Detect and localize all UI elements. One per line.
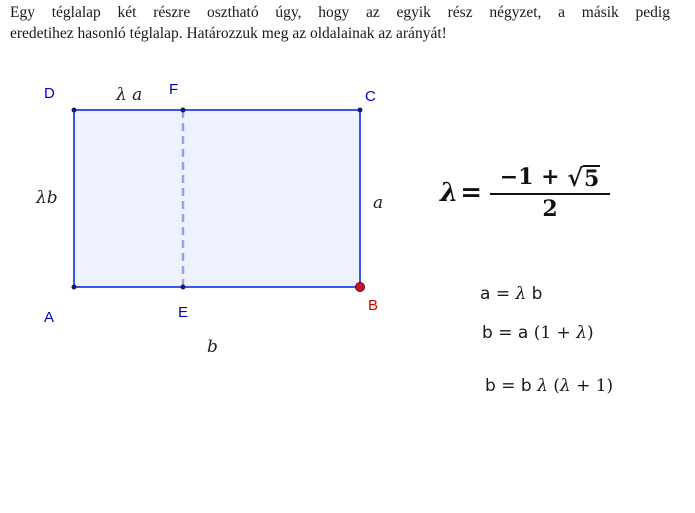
- label-point-f: F: [169, 81, 179, 98]
- eq2-paren-close: ): [586, 323, 594, 343]
- eq2-lambda: λ: [576, 323, 587, 343]
- eq1-b: b: [526, 284, 543, 304]
- point-d-dot[interactable]: [72, 108, 77, 113]
- eq2-paren-open: (1 +: [533, 323, 577, 343]
- equation-3[interactable]: [485, 377, 613, 395]
- numerator-prefix: −1 +: [499, 164, 568, 190]
- eq3-lambda-1: λ: [537, 376, 548, 396]
- eq2-op: =: [492, 323, 518, 343]
- point-a-dot[interactable]: [72, 285, 77, 290]
- eq3-b: b: [520, 376, 538, 396]
- label-left-side: [36, 190, 58, 207]
- eq3-plus-one: + 1): [570, 376, 614, 396]
- equation-1[interactable]: [480, 285, 542, 303]
- point-e-dot[interactable]: [181, 285, 186, 290]
- equation-2[interactable]: [482, 324, 594, 342]
- square-root: [567, 165, 600, 191]
- label-right-side-text: a: [373, 193, 384, 213]
- label-bottom-side: [207, 339, 218, 356]
- rectangle-abcd: [74, 110, 360, 287]
- lambda-formula: [440, 163, 610, 223]
- fraction-numerator: [496, 163, 605, 193]
- fraction-denominator: 2: [542, 196, 558, 222]
- eq1-lambda: λ: [515, 284, 527, 304]
- radicand: 5: [584, 166, 600, 192]
- eq3-lhs: b: [485, 376, 496, 396]
- label-left-side-text: λb: [36, 188, 58, 208]
- label-bottom-side-text: b: [207, 337, 218, 357]
- label-point-d: D: [44, 85, 55, 102]
- eq1-lhs: a: [480, 284, 491, 304]
- label-top-segment: [116, 87, 142, 104]
- label-right-side: [373, 195, 383, 212]
- point-b-dot[interactable]: [356, 283, 365, 292]
- eq2-a: a: [517, 323, 534, 343]
- eq3-paren-open: (: [547, 376, 560, 396]
- label-point-b: B: [368, 297, 379, 314]
- eq1-op: =: [490, 284, 516, 304]
- eq3-lambda-2: λ: [559, 376, 571, 396]
- radical-sign-icon: √: [567, 163, 584, 192]
- label-top-segment-text: λ a: [116, 85, 143, 105]
- problem-line-2: eredetihez hasonló téglalap. Határozzuk meg az oldalainak az arányát!: [10, 25, 447, 42]
- label-point-e: E: [178, 304, 189, 321]
- label-point-a: A: [44, 309, 55, 326]
- eq3-op: =: [495, 376, 521, 396]
- label-point-c: C: [365, 88, 376, 105]
- eq2-lhs: b: [482, 323, 493, 343]
- problem-line-1: Egy téglalap két részre osztható úgy, hogy az egyik rész négyzet, a másik pedig: [10, 4, 670, 21]
- point-c-dot[interactable]: [358, 108, 363, 113]
- fraction: [490, 163, 610, 223]
- equals-sign: =: [460, 178, 483, 208]
- lambda-symbol: λ: [440, 178, 459, 208]
- point-f-dot[interactable]: [181, 108, 186, 113]
